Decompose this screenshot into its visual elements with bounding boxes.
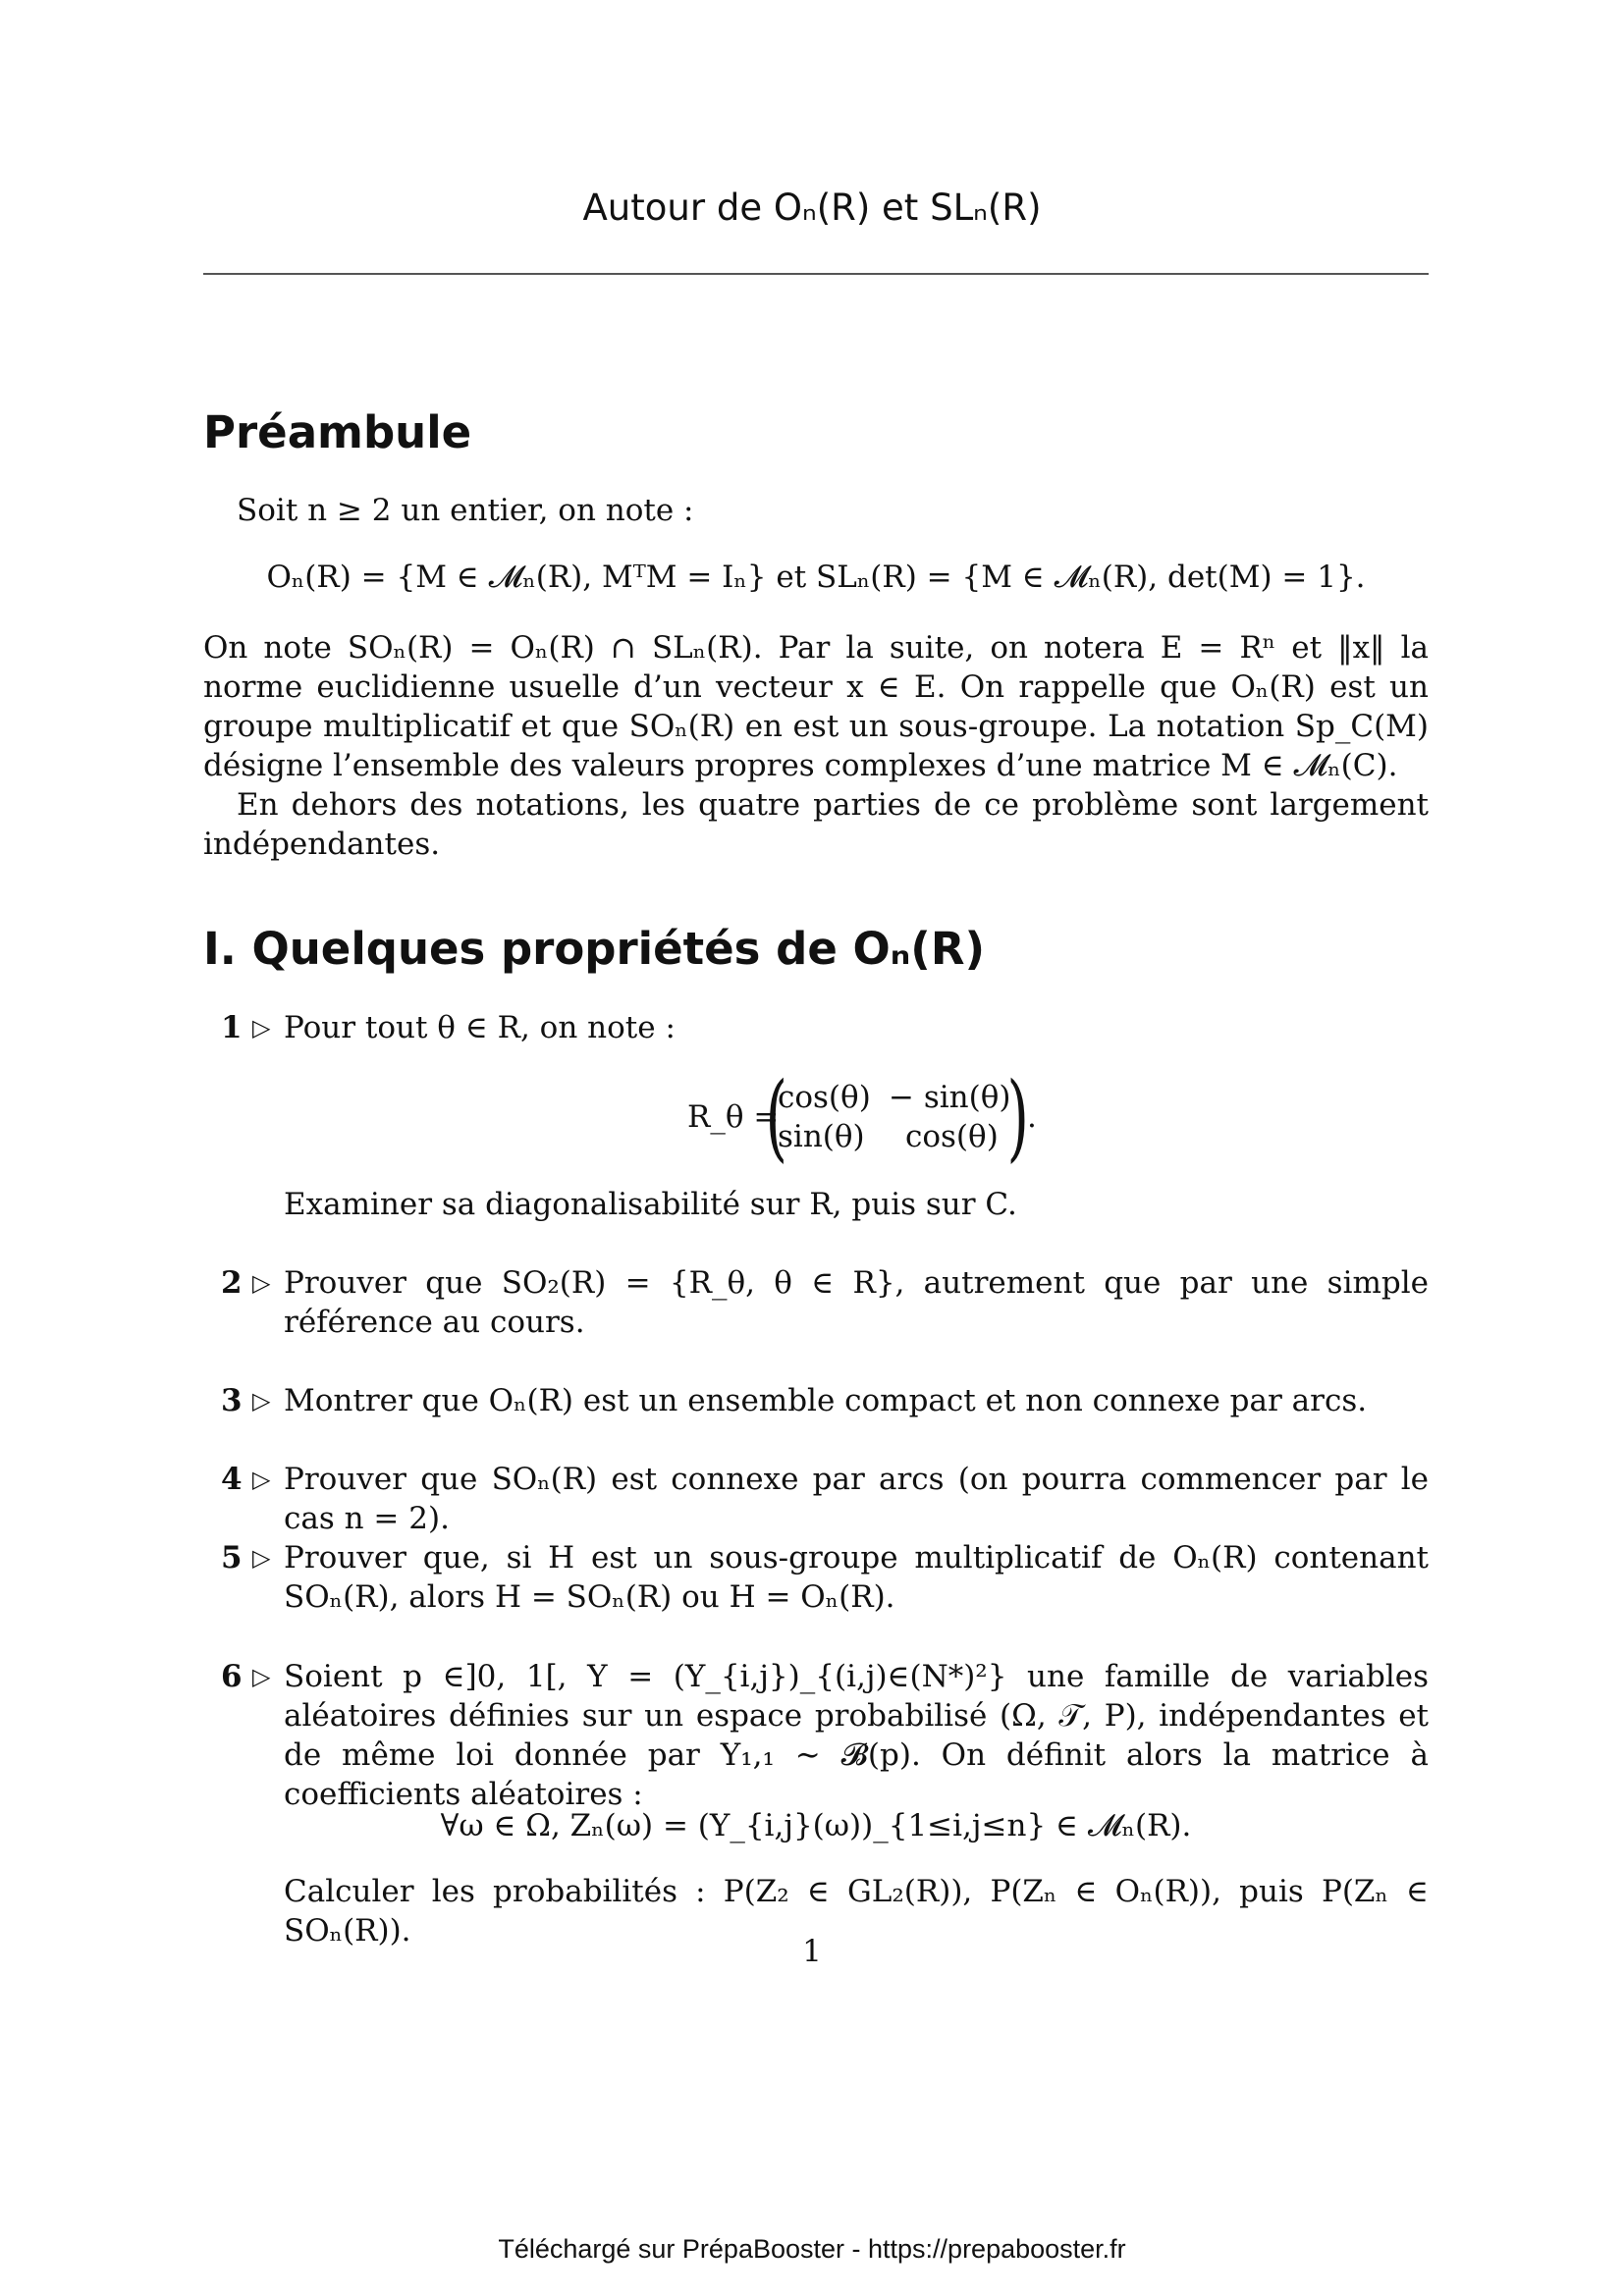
triangle-icon: ▷ <box>252 1663 271 1690</box>
question-number: 5 <box>221 1540 243 1575</box>
triangle-icon: ▷ <box>252 1466 271 1493</box>
preamble-formula: Oₙ(R) = {M ∈ 𝓜ₙ(R), MᵀM = Iₙ} et SLₙ(R) = {M ∈ 𝓜ₙ(R), det(M) = 1}. <box>266 560 1366 595</box>
left-paren: ( <box>765 1062 787 1172</box>
page-number: 1 <box>802 1934 822 1969</box>
question-6-formula: ∀ω ∈ Ω, Zₙ(ω) = (Y_{i,j}(ω))_{1≤i,j≤n} ∈ 𝓜ₙ(R). <box>440 1808 1192 1843</box>
question-followup: Calculer les probabilités : P(Z₂ ∈ GL₂(R)), P(Zₙ ∈ Oₙ(R)), puis P(Zₙ ∈ SOₙ(R)). <box>284 1874 1429 1949</box>
preamble-paragraph-2: En dehors des notations, les quatre parties de ce problème sont largement indépendantes. <box>203 787 1429 862</box>
question-text: Pour tout θ ∈ R, on note : <box>284 1010 676 1045</box>
question-1 <box>203 1008 1429 1047</box>
page-title: Autour de Oₙ(R) et SLₙ(R) <box>582 187 1042 229</box>
question-2 <box>203 1263 1429 1342</box>
triangle-icon: ▷ <box>252 1014 271 1041</box>
preamble-paragraph-1: On note SOₙ(R) = Oₙ(R) ∩ SLₙ(R). Par la suite, on notera E = Rⁿ et ‖x‖ la norme euclidienne usuelle d’un vecteur x ∈ E. On rappelle que Oₙ(R) est un groupe multiplicatif et que SOₙ(R) en est un sous-groupe. La notation Sp_C(M) désigne l’ensemble des valeurs propres complexes d’une matrice M ∈ 𝓜ₙ(C). <box>203 630 1429 783</box>
question-followup: Examiner sa diagonalisabilité sur R, puis sur C. <box>284 1187 1017 1222</box>
triangle-icon: ▷ <box>252 1269 271 1297</box>
question-4 <box>203 1460 1429 1538</box>
title-divider <box>203 273 1429 275</box>
preamble-intro: Soit n ≥ 2 un entier, on note : <box>237 493 694 528</box>
download-footer: Téléchargé sur PrépaBooster - https://prepabooster.fr <box>498 2234 1126 2264</box>
question-1-followup <box>203 1185 1429 1224</box>
triangle-icon: ▷ <box>252 1544 271 1572</box>
question-text: Montrer que Oₙ(R) est un ensemble compact et non connexe par arcs. <box>284 1383 1368 1418</box>
question-5 <box>203 1538 1429 1617</box>
matrix-a21: sin(θ) <box>778 1119 865 1154</box>
question-number: 1 <box>221 1010 243 1045</box>
question-number: 2 <box>221 1265 243 1301</box>
question-number: 6 <box>221 1659 243 1694</box>
question-text: Soient p ∈]0, 1[, Y = (Y_{i,j})_{(i,j)∈(N*)²} une famille de variables aléatoires définies sur un espace probabilisé (Ω, 𝒯, P), indépendantes et de même loi donnée par Y₁,₁ ∼ 𝓑(p). On définit alors la matrice à coefficients aléatoires : <box>284 1659 1429 1812</box>
matrix-end: . <box>1027 1099 1037 1135</box>
matrix-lhs: R_θ = <box>687 1099 780 1135</box>
question-text: Prouver que SOₙ(R) est connexe par arcs (on pourra commencer par le cas n = 2). <box>284 1462 1429 1536</box>
question-text: Prouver que SO₂(R) = {R_θ, θ ∈ R}, autrement que par une simple référence au cours. <box>284 1265 1429 1340</box>
question-text: Prouver que, si H est un sous-groupe multiplicatif de Oₙ(R) contenant SOₙ(R), alors H = SOₙ(R) ou H = Oₙ(R). <box>284 1540 1429 1615</box>
rotation-matrix <box>687 1062 1080 1172</box>
matrix-a22: cos(θ) <box>905 1119 999 1154</box>
matrix-a12: − sin(θ) <box>889 1080 1011 1115</box>
question-number: 3 <box>221 1383 243 1418</box>
question-6 <box>203 1657 1429 1814</box>
matrix-a11: cos(θ) <box>778 1080 871 1115</box>
section-1-heading: I. Quelques propriétés de Oₙ(R) <box>203 923 986 975</box>
question-3 <box>203 1381 1429 1420</box>
triangle-icon: ▷ <box>252 1387 271 1415</box>
right-paren: ) <box>1006 1062 1029 1172</box>
question-number: 4 <box>221 1462 243 1497</box>
preamble-heading: Préambule <box>203 406 472 458</box>
